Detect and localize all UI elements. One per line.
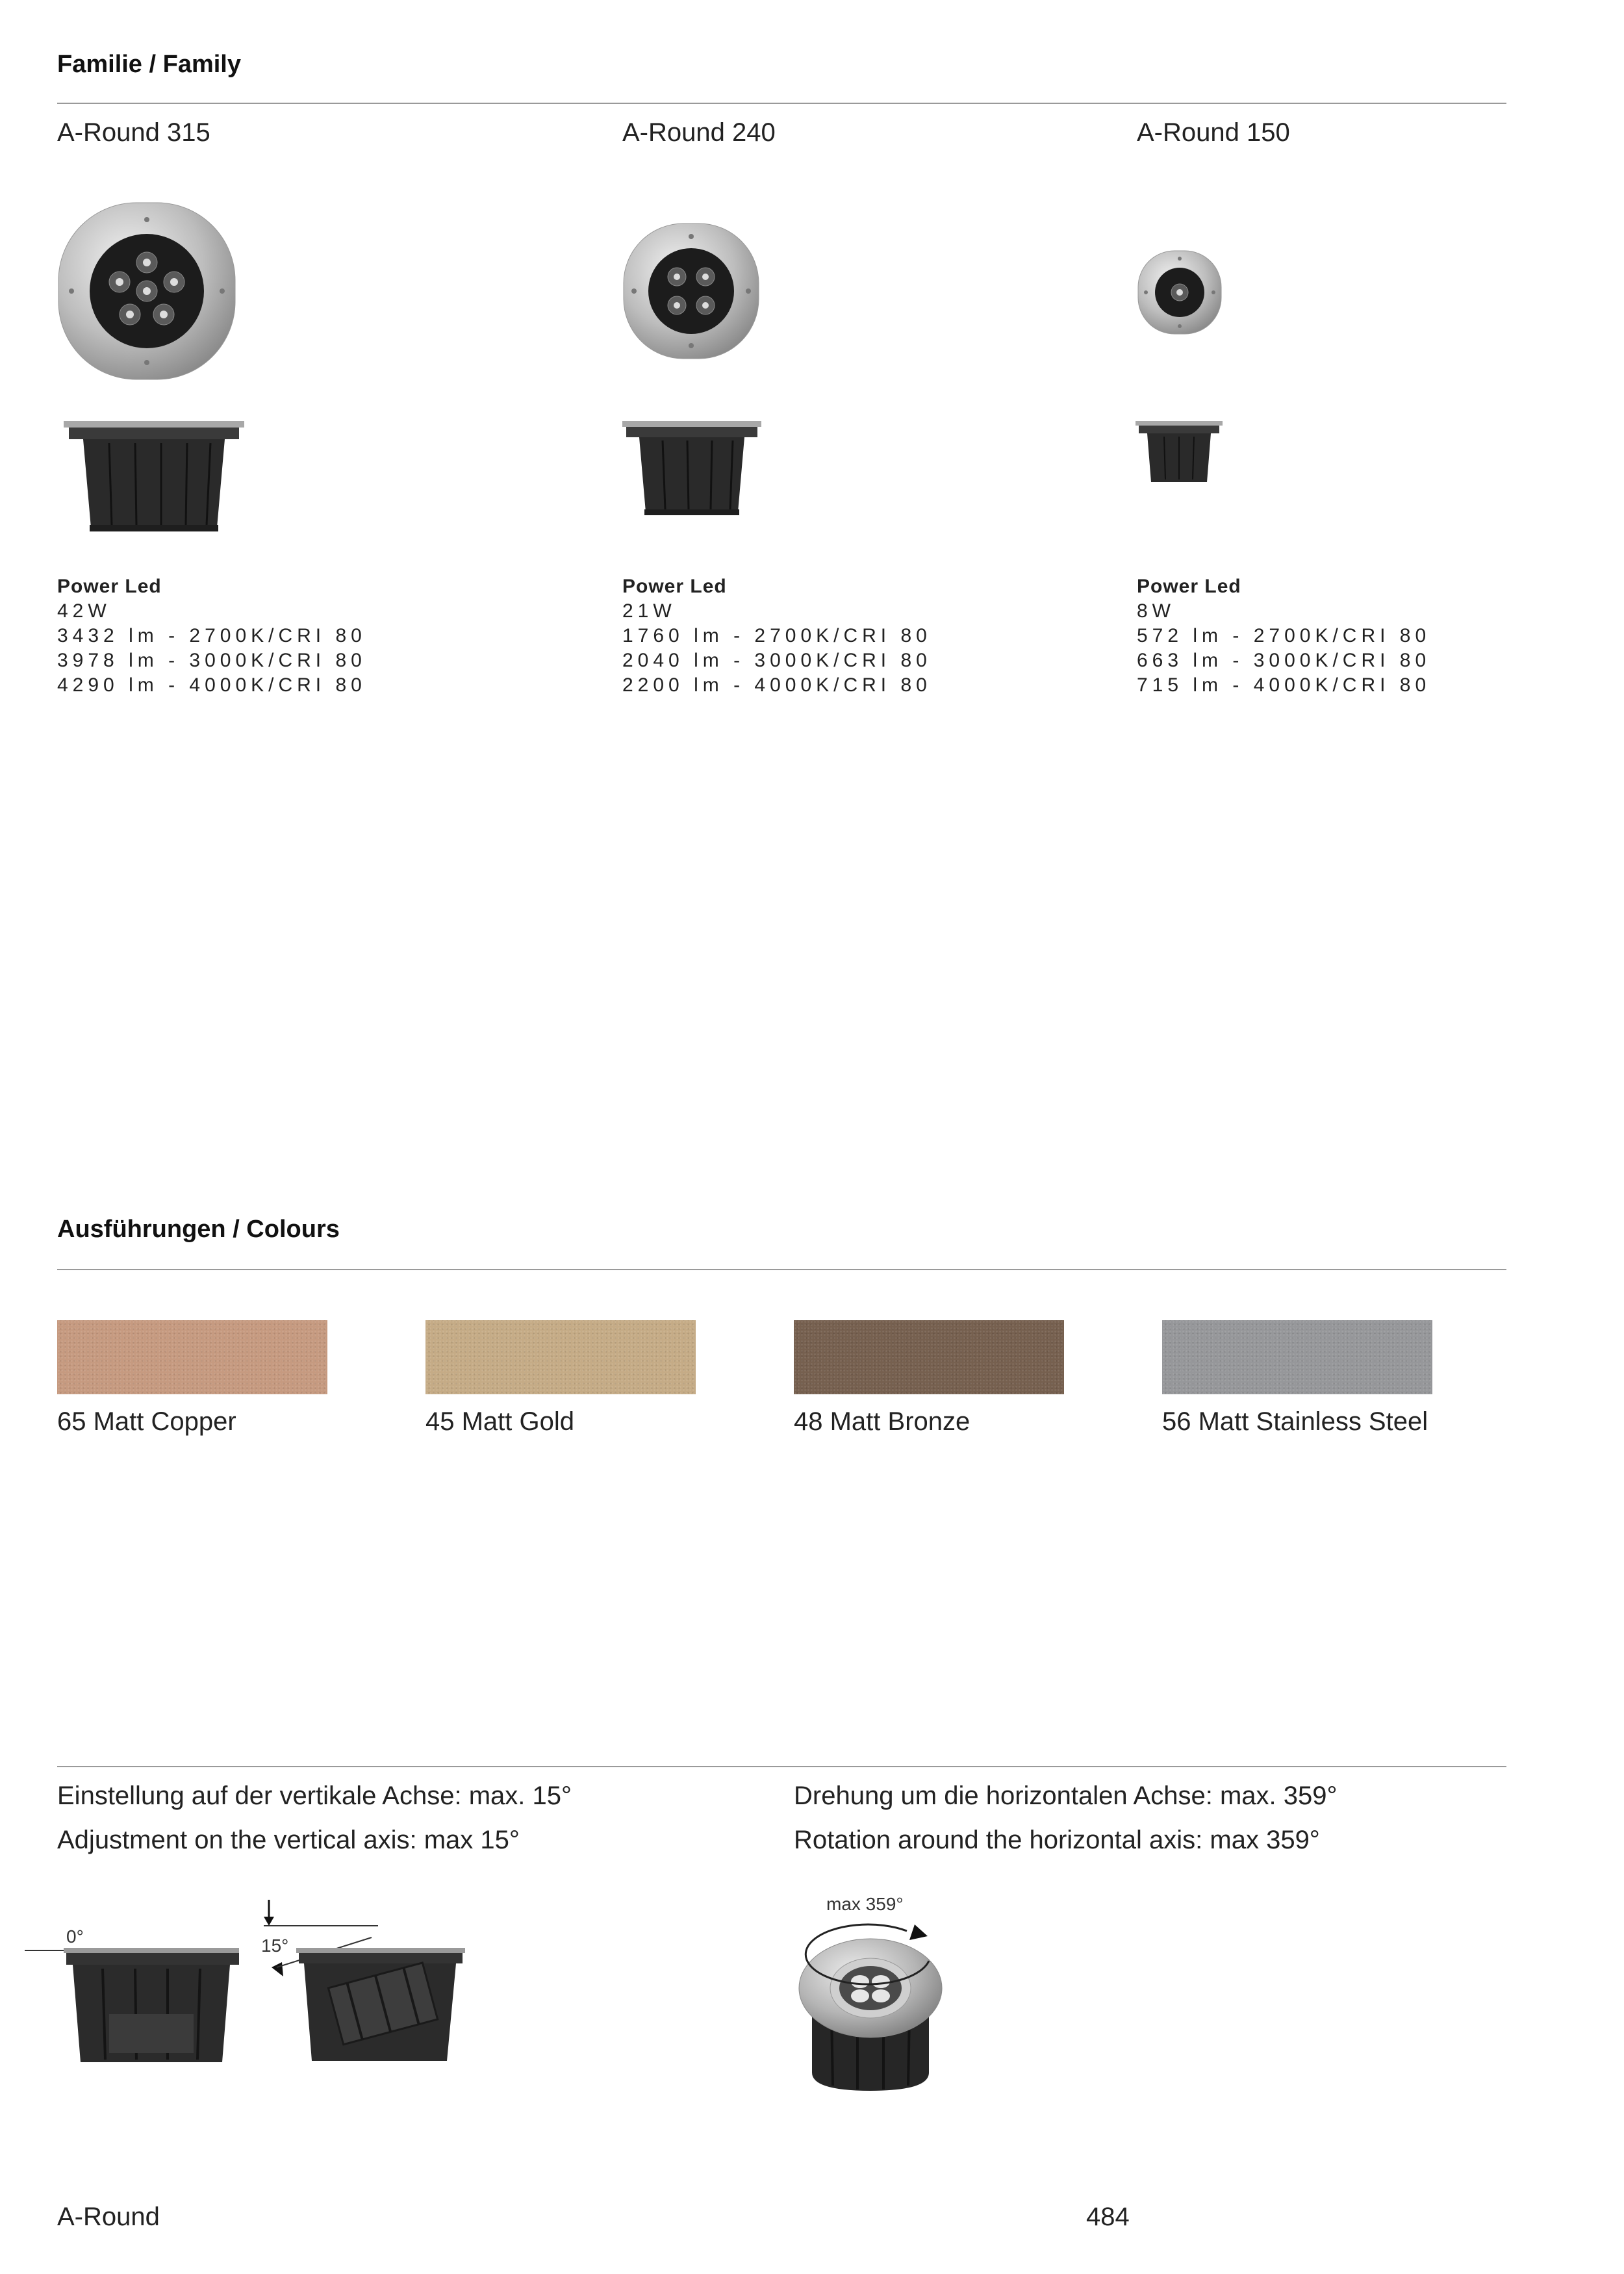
model-name-315: A-Round 315 <box>57 118 210 147</box>
horizontal-rotation-text <box>794 1774 1337 1862</box>
vertical-adjustment-text <box>57 1774 572 1862</box>
swatch-matt-gold <box>425 1320 696 1394</box>
luminaire-top-view-315 <box>57 201 236 381</box>
angle-zero-label: 0° <box>66 1926 84 1947</box>
luminaire-top-view-240 <box>622 222 760 360</box>
spec-power: 42W <box>57 600 111 622</box>
spec-block-240 <box>622 574 932 698</box>
family-section-title: Familie / Family <box>57 51 241 78</box>
angle-tilt-label: 15° <box>261 1935 289 1956</box>
luminaire-side-view-240 <box>622 421 761 517</box>
spec-lumen-line: 2200 lm - 4000K/CRI 80 <box>622 674 932 696</box>
swatch-matt-bronze <box>794 1320 1064 1394</box>
swatch-label: 45 Matt Gold <box>425 1407 575 1436</box>
spec-block-150 <box>1137 574 1430 698</box>
colours-section-title: Ausführungen / Colours <box>57 1216 340 1243</box>
spec-lumen-line: 572 lm - 2700K/CRI 80 <box>1137 625 1431 646</box>
page-number: 484 <box>1086 2203 1130 2231</box>
swatch-matt-copper <box>57 1320 327 1394</box>
swatch-label: 56 Matt Stainless Steel <box>1162 1407 1428 1436</box>
spec-title: Power Led <box>622 576 727 597</box>
luminaire-side-view-315 <box>64 421 244 533</box>
spec-lumen-line: 3432 lm - 2700K/CRI 80 <box>57 625 366 646</box>
vertical-adjustment-en: Adjustment on the vertical axis: max 15° <box>57 1826 520 1854</box>
spec-lumen-line: 4290 lm - 4000K/CRI 80 <box>57 674 366 696</box>
spec-lumen-line: 715 lm - 4000K/CRI 80 <box>1137 674 1431 696</box>
swatch-label: 65 Matt Copper <box>57 1407 236 1436</box>
swatch-label: 48 Matt Bronze <box>794 1407 971 1436</box>
family-divider <box>57 103 1506 104</box>
luminaire-side-view-150 <box>1136 421 1223 486</box>
spec-power: 8W <box>1137 600 1175 622</box>
spec-title: Power Led <box>57 576 162 597</box>
model-name-240: A-Round 240 <box>622 118 776 147</box>
spec-lumen-line: 663 lm - 3000K/CRI 80 <box>1137 650 1431 671</box>
horizontal-rotation-en: Rotation around the horizontal axis: max 359° <box>794 1826 1320 1854</box>
rotation-label: max 359° <box>826 1894 904 1914</box>
model-name-150: A-Round 150 <box>1137 118 1290 147</box>
spec-block-315 <box>57 574 366 698</box>
colours-divider <box>57 1269 1506 1270</box>
horizontal-rotation-diagram <box>786 1884 955 2105</box>
horizontal-rotation-de: Drehung um die horizontalen Achse: max. 359° <box>794 1782 1338 1810</box>
luminaire-top-view-150 <box>1137 249 1223 335</box>
spec-lumen-line: 3978 lm - 3000K/CRI 80 <box>57 650 366 671</box>
spec-title: Power Led <box>1137 576 1241 597</box>
adjustment-divider <box>57 1766 1506 1767</box>
spec-lumen-line: 2040 lm - 3000K/CRI 80 <box>622 650 932 671</box>
spec-power: 21W <box>622 600 676 622</box>
vertical-adjustment-de: Einstellung auf der vertikale Achse: max. 15° <box>57 1782 572 1810</box>
footer-product-name: A-Round <box>57 2203 160 2231</box>
vertical-axis-15-diagram <box>257 1897 472 2073</box>
spec-lumen-line: 1760 lm - 2700K/CRI 80 <box>622 625 932 646</box>
swatch-matt-stainless-steel <box>1162 1320 1432 1394</box>
vertical-axis-0-diagram <box>25 1917 239 2073</box>
